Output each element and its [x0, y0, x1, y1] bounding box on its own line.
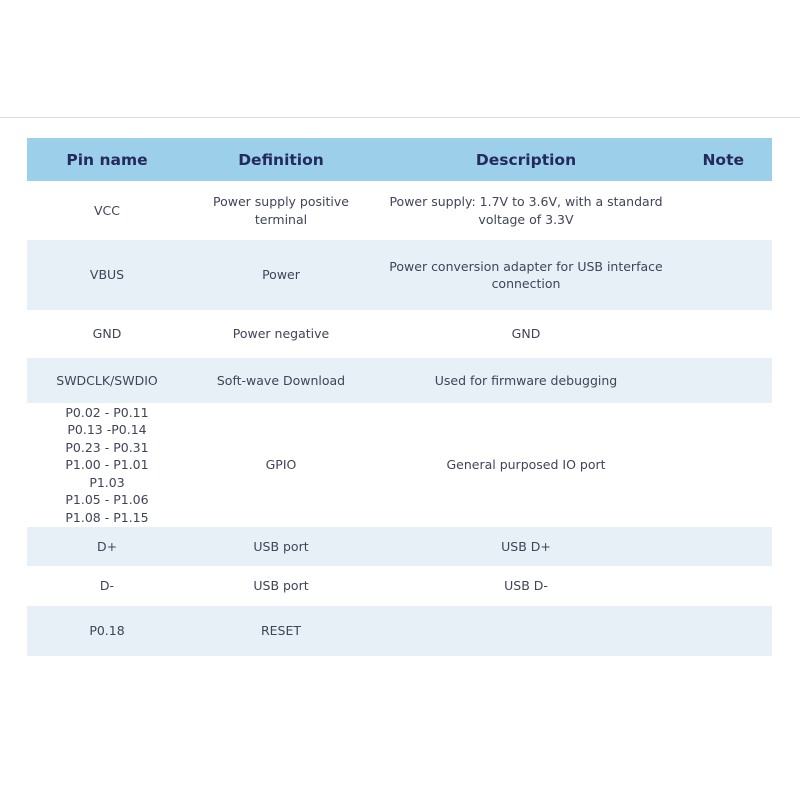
note-cell [677, 310, 772, 358]
table-row [27, 240, 772, 310]
definition-cell: USB port [253, 578, 309, 594]
pin-definition-table [27, 138, 772, 656]
pin-name-text: P0.23 - P0.31 [65, 439, 149, 455]
pin-name-text: D- [99, 578, 115, 594]
note-cell [677, 527, 772, 566]
definition-cell: Power negative [232, 326, 330, 342]
pin-name-text: GND [92, 326, 122, 342]
pin-name-text: P1.03 [89, 474, 125, 490]
note-header: Note [677, 138, 772, 181]
pin-name-text: VCC [93, 202, 120, 218]
pin-name-text: P1.08 - P1.15 [65, 509, 149, 525]
table-row [27, 527, 772, 566]
pin-name-text: D+ [96, 538, 118, 554]
definition-cell: RESET [187, 606, 375, 656]
definition-cell: Power supply positive terminal [213, 194, 349, 227]
note-cell [677, 181, 772, 240]
note-cell [677, 606, 772, 656]
pin-name-text: P0.18 [89, 623, 125, 639]
description-cell: Power conversion adapter for USB interface connection [375, 240, 677, 310]
table-row [27, 310, 772, 358]
note-cell [677, 566, 772, 606]
definition-cell: Power [187, 240, 375, 310]
pin-name-cell [27, 566, 187, 606]
top-divider [0, 117, 800, 118]
table-body [27, 181, 772, 656]
pin-name-cell [27, 310, 187, 358]
pin-name-text: P0.02 - P0.11 [65, 404, 149, 420]
table-row [27, 403, 772, 527]
description-cell: Power supply: 1.7V to 3.6V, with a standard voltage of 3.3V [389, 194, 663, 227]
description-cell: GND [511, 326, 541, 342]
table-row [27, 358, 772, 403]
pin-name-text: P1.00 - P1.01 [65, 457, 149, 473]
note-cell [677, 240, 772, 310]
definition-cell: GPIO [265, 457, 297, 473]
pin-name-text: P1.05 - P1.06 [65, 492, 149, 508]
table-row [27, 181, 772, 240]
definition-header: Definition [187, 138, 375, 181]
pin-name-cell [27, 403, 187, 527]
pin-name-cell [27, 358, 187, 403]
pin-name-text: SWDCLK/SWDIO [56, 372, 158, 388]
definition-cell: Soft-wave Download [187, 358, 375, 403]
description-cell: USB D- [504, 578, 548, 594]
note-cell [677, 358, 772, 403]
description-cell: Used for firmware debugging [375, 358, 677, 403]
table-row [27, 606, 772, 656]
table-row [27, 566, 772, 606]
pin-name-cell [27, 606, 187, 656]
description-header: Description [375, 138, 677, 181]
pin-name-text: VBUS [89, 267, 125, 283]
description-cell: USB D+ [375, 527, 677, 566]
table-header-row [27, 138, 772, 181]
definition-cell: USB port [187, 527, 375, 566]
description-cell [375, 606, 677, 656]
pin-name-cell [27, 527, 187, 566]
description-cell: General purposed IO port [446, 457, 606, 473]
pin-name-text: P0.13 -P0.14 [67, 422, 147, 438]
pin-name-header: Pin name [27, 138, 187, 181]
pin-name-cell [27, 240, 187, 310]
note-cell [677, 403, 772, 527]
pin-name-cell [27, 181, 187, 240]
